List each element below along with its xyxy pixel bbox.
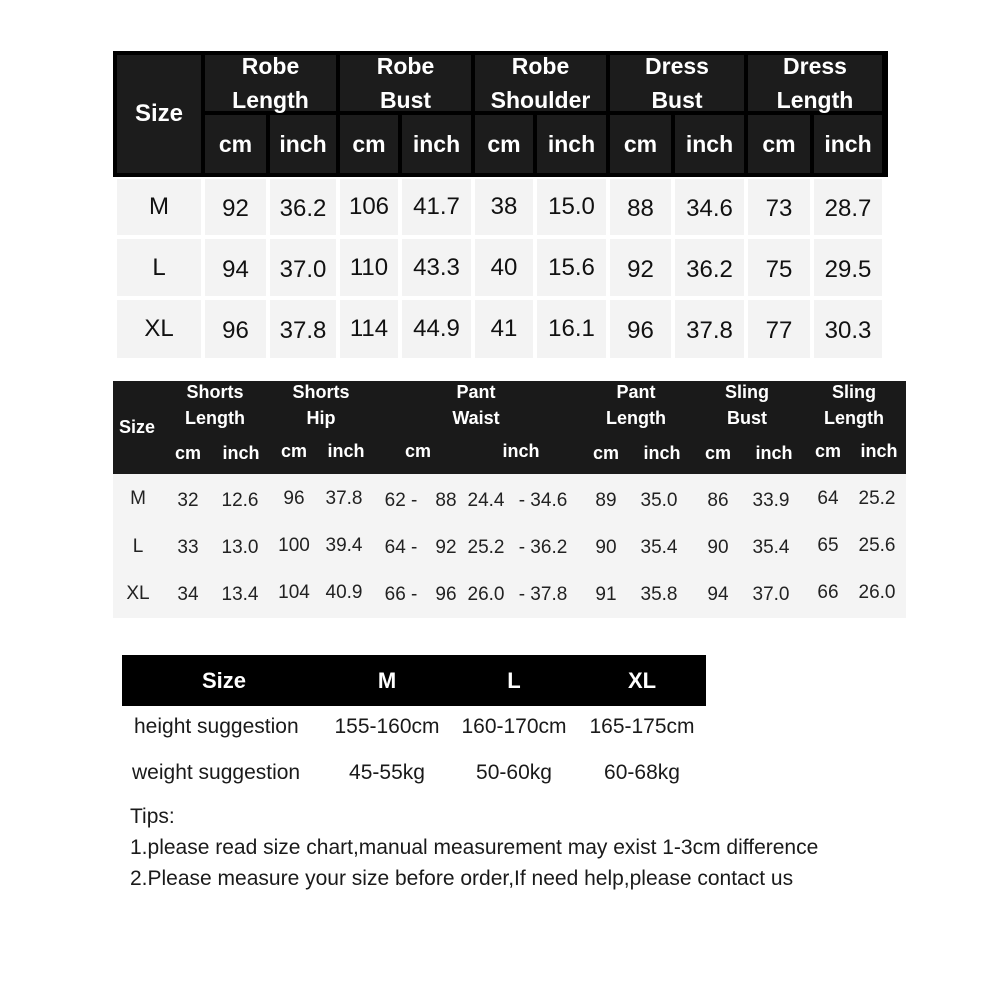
table3-header-l: L: [507, 668, 521, 693]
table-cell: 165-175cm: [589, 715, 695, 738]
table-cell: 96: [610, 300, 671, 358]
table-cell: 32: [177, 490, 199, 511]
table-cell: 64: [817, 488, 839, 509]
table3-row-weight: [122, 753, 706, 800]
table-cell: 39.4: [325, 535, 363, 556]
table2-header: [113, 381, 906, 474]
table-cell: 77: [748, 300, 810, 358]
table-cell: 65: [817, 535, 839, 556]
table3-header-xl: XL: [627, 668, 657, 693]
group-line1: Robe: [376, 53, 435, 79]
table-cell: 36.2: [270, 179, 336, 235]
table1-group-robe-bust: [340, 55, 471, 111]
table-cell: 90: [595, 537, 617, 558]
table-cell: 75: [748, 239, 810, 296]
table2-size-cell: L: [132, 536, 144, 557]
table-cell: 12.6: [221, 490, 259, 511]
table2-unit-cm: cm: [592, 443, 620, 463]
table-cell: 155-160cm: [334, 715, 440, 738]
table-cell: 96: [283, 488, 305, 509]
table-cell: 28.7: [814, 179, 882, 235]
table-cell: 114: [340, 300, 398, 358]
group-line2: Bust: [379, 87, 432, 113]
table2-unit-cm: cm: [814, 441, 842, 461]
table-cell: 92: [610, 239, 671, 296]
table-cell: 41.7: [402, 179, 471, 235]
table-cell: 44.9: [402, 300, 471, 358]
table-cell: 37.0: [752, 584, 790, 605]
table-cell: 96: [205, 300, 266, 358]
table-cell: 35.4: [640, 537, 678, 558]
table-cell: - 34.6: [518, 490, 568, 511]
table3-header-size: Size: [201, 668, 247, 693]
table-cell: 92: [435, 537, 457, 558]
table2-body: [113, 474, 906, 618]
table3-header: [122, 655, 706, 706]
table-cell: - 36.2: [518, 537, 568, 558]
table-cell: 25.2: [858, 488, 896, 509]
table1-unit-cm: cm: [748, 115, 810, 173]
table1-size-cell: M: [117, 179, 201, 235]
table1-unit-inch: inch: [537, 115, 606, 173]
table-cell: 37.0: [270, 239, 336, 296]
table-cell: 15.6: [537, 239, 606, 296]
table1-group-robe-shoulder: [475, 55, 606, 111]
table-cell: 35.4: [752, 537, 790, 558]
table-cell: 91: [595, 584, 617, 605]
table-cell: 88: [610, 179, 671, 235]
table1-unit-cm: cm: [610, 115, 671, 173]
table-cell: 33: [177, 537, 199, 558]
table-cell: 40: [475, 239, 533, 296]
table2-unit-inch: inch: [502, 441, 540, 461]
table1-size-cell: L: [117, 239, 201, 296]
table1-unit-inch: inch: [814, 115, 882, 173]
table2-group-line1: Pant: [616, 382, 656, 402]
table-cell: 13.0: [221, 537, 259, 558]
table2-unit-cm: cm: [704, 443, 732, 463]
group-line1: Dress: [645, 53, 709, 79]
table2-group-line1: Sling: [725, 382, 769, 402]
row-label: weight suggestion: [132, 761, 301, 784]
table-cell: 94: [205, 239, 266, 296]
tips-section: [130, 801, 818, 894]
table2-unit-cm: cm: [174, 443, 202, 463]
table2-group-line1: Shorts: [186, 382, 244, 402]
table2-group-line2: Length: [606, 408, 666, 428]
group-line1: Dress: [783, 53, 847, 79]
table-cell: 34: [177, 584, 199, 605]
table2-size-header: Size: [118, 417, 156, 437]
table2-unit-inch: inch: [327, 441, 365, 461]
table-cell: 37.8: [270, 300, 336, 358]
table-cell: 29.5: [814, 239, 882, 296]
group-line2: Length: [776, 87, 854, 113]
table-cell: 30.3: [814, 300, 882, 358]
table2-group-line2: Bust: [727, 408, 767, 428]
table1-unit-cm: cm: [205, 115, 266, 173]
table-cell: 104: [278, 582, 310, 603]
group-line2: Shoulder: [490, 87, 591, 113]
table2-group-line2: Length: [824, 408, 884, 428]
tips-title: Tips:: [130, 805, 175, 828]
table-cell: 38: [475, 179, 533, 235]
table-cell: 34.6: [675, 179, 744, 235]
table-cell: 25.6: [858, 535, 896, 556]
table-cell: 35.0: [640, 490, 678, 511]
table-cell: 64 -: [384, 537, 418, 558]
table-cell: 160-170cm: [461, 715, 567, 738]
table3-row-height: [122, 706, 706, 753]
table-cell: 66: [817, 582, 839, 603]
table2-group-line1: Pant: [456, 382, 496, 402]
table-cell: 16.1: [537, 300, 606, 358]
table1-group-dress-bust: [610, 55, 744, 111]
table1-group-robe-length: [205, 55, 336, 111]
table-cell: 33.9: [752, 490, 790, 511]
table2-unit-inch: inch: [222, 443, 260, 463]
table2-group-line1: Shorts: [292, 382, 350, 402]
table1-size-header: Size: [117, 55, 201, 173]
table-cell: 110: [340, 239, 398, 296]
table2-group-line2: Hip: [306, 408, 336, 428]
table-cell: 40.9: [325, 582, 363, 603]
table2-unit-inch: inch: [755, 443, 793, 463]
table-cell: 26.0: [467, 584, 505, 605]
table1-unit-cm: cm: [340, 115, 398, 173]
table2-size-cell: M: [130, 488, 146, 509]
table2-unit-cm: cm: [404, 441, 432, 461]
table-cell: 100: [278, 535, 310, 556]
tip-item: 1.please read size chart,manual measurement may exist 1-3cm difference: [130, 836, 819, 859]
table-cell: 43.3: [402, 239, 471, 296]
table2-unit-cm: cm: [280, 441, 308, 461]
table2-group-line1: Sling: [832, 382, 876, 402]
table-cell: 13.4: [221, 584, 259, 605]
table-cell: 88: [435, 490, 457, 511]
table-cell: 50-60kg: [476, 761, 552, 784]
table2-group-line2: Waist: [452, 408, 500, 428]
table-cell: 25.2: [467, 537, 505, 558]
table1-unit-inch: inch: [675, 115, 744, 173]
table-cell: 60-68kg: [604, 761, 680, 784]
table-cell: 92: [205, 179, 266, 235]
table-cell: 15.0: [537, 179, 606, 235]
table-cell: 94: [707, 584, 729, 605]
table-cell: 90: [707, 537, 729, 558]
table-cell: 73: [748, 179, 810, 235]
table1-group-dress-length: [748, 55, 882, 111]
table-cell: 37.8: [325, 488, 363, 509]
table-cell: 66 -: [384, 584, 418, 605]
table1-size-cell: XL: [117, 300, 201, 358]
table1-unit-inch: inch: [402, 115, 471, 173]
table1-unit-cm: cm: [475, 115, 533, 173]
table-cell: 37.8: [675, 300, 744, 358]
group-line1: Robe: [241, 53, 300, 79]
table3-header-m: M: [377, 668, 397, 693]
table1-unit-inch: inch: [270, 115, 336, 173]
table-cell: 96: [435, 584, 457, 605]
table-cell: 45-55kg: [349, 761, 425, 784]
table-cell: 24.4: [467, 490, 505, 511]
table-cell: 62 -: [384, 490, 418, 511]
table-cell: 35.8: [640, 584, 678, 605]
table2-unit-inch: inch: [860, 441, 898, 461]
table-cell: 36.2: [675, 239, 744, 296]
table-cell: 89: [595, 490, 617, 511]
table-cell: 106: [340, 179, 398, 235]
row-label: height suggestion: [134, 715, 299, 738]
table1-header: [113, 51, 888, 177]
table2-unit-inch: inch: [643, 443, 681, 463]
table2-size-cell: XL: [126, 583, 150, 604]
table2-group-line2: Length: [185, 408, 245, 428]
table-cell: - 37.8: [518, 584, 568, 605]
tip-item: 2.Please measure your size before order,If need help,please contact us: [130, 867, 794, 890]
group-line1: Robe: [511, 53, 570, 79]
group-line2: Bust: [651, 87, 703, 113]
table-cell: 26.0: [858, 582, 896, 603]
shorts-pant-sling-size-table: [113, 381, 906, 618]
table-cell: 41: [475, 300, 533, 358]
table-cell: 86: [707, 490, 729, 511]
table1-body: [113, 177, 888, 361]
height-weight-suggestion-table: [122, 655, 706, 800]
group-line2: Length: [232, 87, 309, 113]
robe-dress-size-table: [113, 51, 888, 361]
